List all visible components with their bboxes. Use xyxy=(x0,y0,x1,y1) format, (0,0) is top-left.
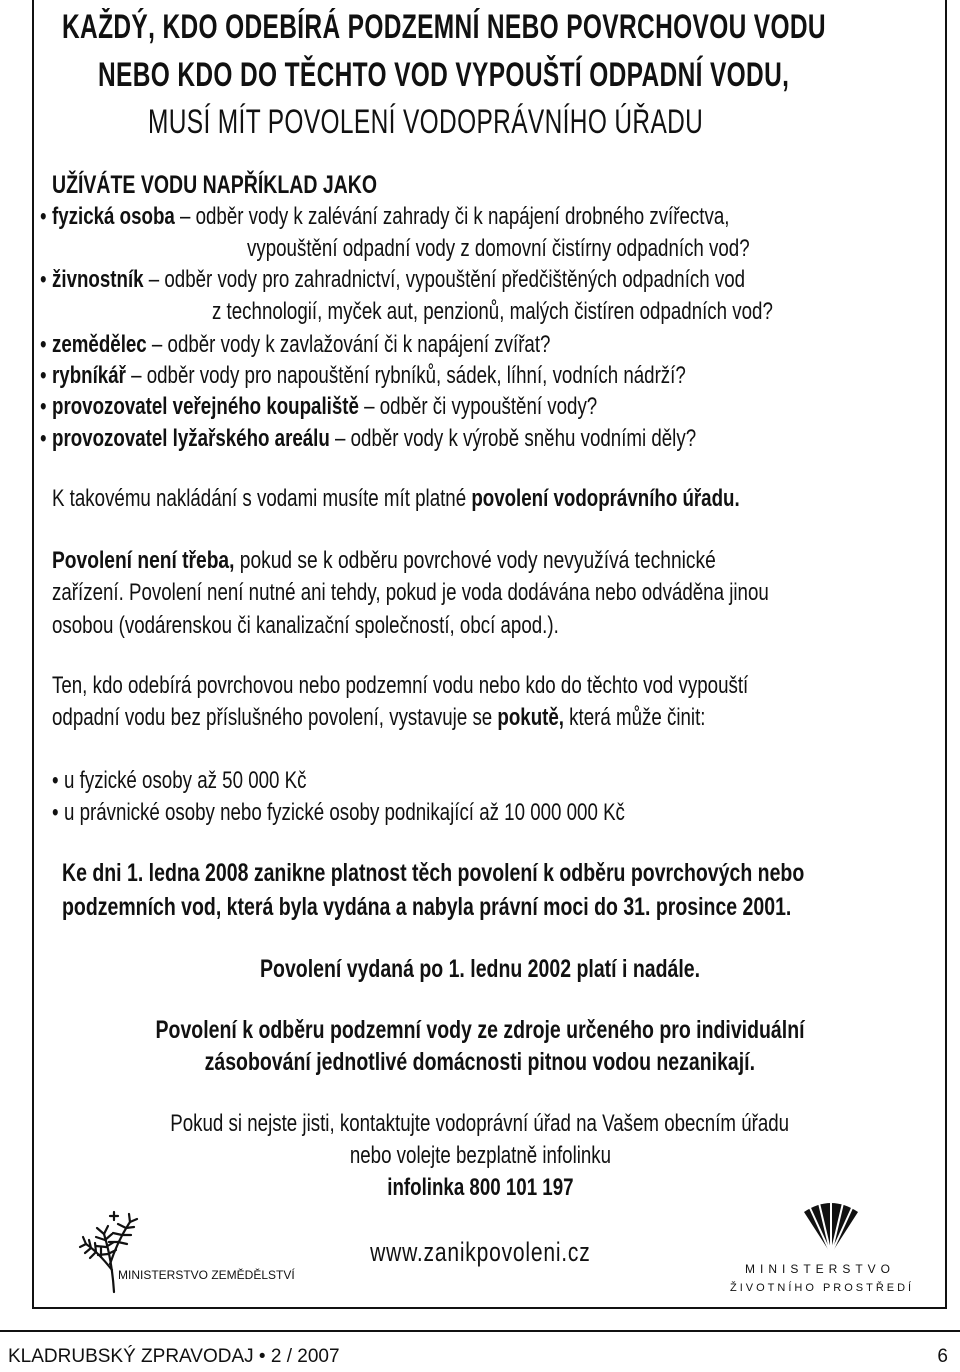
use-item: • zemědělec – odběr vody k zavlažování či k napájení zvířat? xyxy=(40,331,694,359)
infoline-number: infolinka 800 101 197 xyxy=(386,1174,574,1201)
penalty-line-2: odpadní vodu bez příslušného povolení, vystavuje se pokutě, která může činit: xyxy=(52,704,706,731)
penalty-line-1: Ten, kdo odebírá povrchovou nebo podzemní vodu nebo kdo do těchto vod vypouští xyxy=(52,672,749,699)
household-line-1: Povolení k odběru podzemní vody ze zdroje určeného pro individuální xyxy=(155,1016,805,1044)
shell-icon xyxy=(796,1198,866,1256)
website-link[interactable]: www.zanikpovoleni.cz xyxy=(369,1237,591,1267)
headline-line-1: KAŽDÝ, KDO ODEBÍRÁ PODZEMNÍ NEBO POVRCHOVOU VODU xyxy=(62,8,826,46)
headline-line-3: MUSÍ MÍT POVOLENÍ VODOPRÁVNÍHO ÚŘADU xyxy=(148,103,704,141)
uses-heading: UŽÍVÁTE VODU NAPŘÍKLAD JAKO xyxy=(52,171,378,199)
permit-statement: K takovému nakládání s vodami musíte mít platné povolení vodoprávního úřadu. xyxy=(52,485,740,512)
use-item-continuation: z technologií, myček aut, penzionů, malých čistíren odpadních vod? xyxy=(212,298,773,325)
headline-line-2: NEBO KDO DO TĚCHTO VOD VYPOUŠTÍ ODPADNÍ VODU, xyxy=(98,56,790,94)
not-needed-line-3: osobou (vodárenskou či kanalizační společností, obcí apod.). xyxy=(52,612,559,639)
penalty-item: • u právnické osoby nebo fyzické osoby podnikající až 10 000 000 Kč xyxy=(52,799,787,827)
use-item: • provozovatel lyžařského areálu – odběr vody k výrobě sněhu vodními děly? xyxy=(40,425,881,453)
agriculture-ministry-name: MINISTERSTVO ZEMĚDĚLSTVÍ xyxy=(118,1268,295,1282)
use-item: • provozovatel veřejného koupaliště – odběr či vypouštění vody? xyxy=(40,393,754,421)
publication-title: KLADRUBSKÝ ZPRAVODAJ • 2 / 2007 xyxy=(8,1346,340,1367)
use-item: • živnostník – odběr vody pro zahradnictví, vypouštění předčištěných odpadních vod xyxy=(40,266,944,294)
environment-ministry-line-2: ŽIVOTNÍHO PROSTŘEDÍ xyxy=(730,1282,915,1294)
not-needed-line-1: Povolení není třeba, pokud se k odběru povrchové vody nevyužívá technické xyxy=(52,547,716,574)
contact-line-1: Pokud si nejste jisti, kontaktujte vodoprávní úřad na Vašem obecním úřadu xyxy=(170,1110,790,1137)
ministry-agriculture-logo xyxy=(74,1200,295,1301)
page-number: 6 xyxy=(937,1346,948,1367)
expiry-line-2: podzemních vod, která byla vydána a nabyla právní moci do 31. prosince 2001. xyxy=(62,893,792,921)
not-needed-line-2: zařízení. Povolení není nutné ani tehdy, pokud je voda dodávána nebo odváděna jinou xyxy=(52,579,769,606)
household-line-2: zásobování jednotlivé domácnosti pitnou vodou nezanikají. xyxy=(204,1048,756,1076)
environment-ministry-line-1: MINISTERSTVO xyxy=(744,1262,895,1276)
footer-rule xyxy=(0,1330,960,1332)
use-item: • rybníkář – odběr vody pro napouštění rybníků, sádek, líhní, vodních nádrží? xyxy=(40,362,868,390)
valid-statement: Povolení vydaná po 1. lednu 2002 platí i nadále. xyxy=(260,955,700,983)
penalty-item: • u fyzické osoby až 50 000 Kč xyxy=(52,767,378,795)
contact-line-2: nebo volejte bezplatně infolinku xyxy=(349,1142,611,1169)
use-item: • fyzická osoba – odběr vody k zalévání zahrady či k napájení drobného zvířectva, xyxy=(40,203,924,231)
expiry-line-1: Ke dni 1. ledna 2008 zanikne platnost těch povolení k odběru povrchových nebo xyxy=(62,859,805,887)
use-item-continuation: vypouštění odpadní vody z domovní čistírny odpadních vod? xyxy=(247,235,750,262)
